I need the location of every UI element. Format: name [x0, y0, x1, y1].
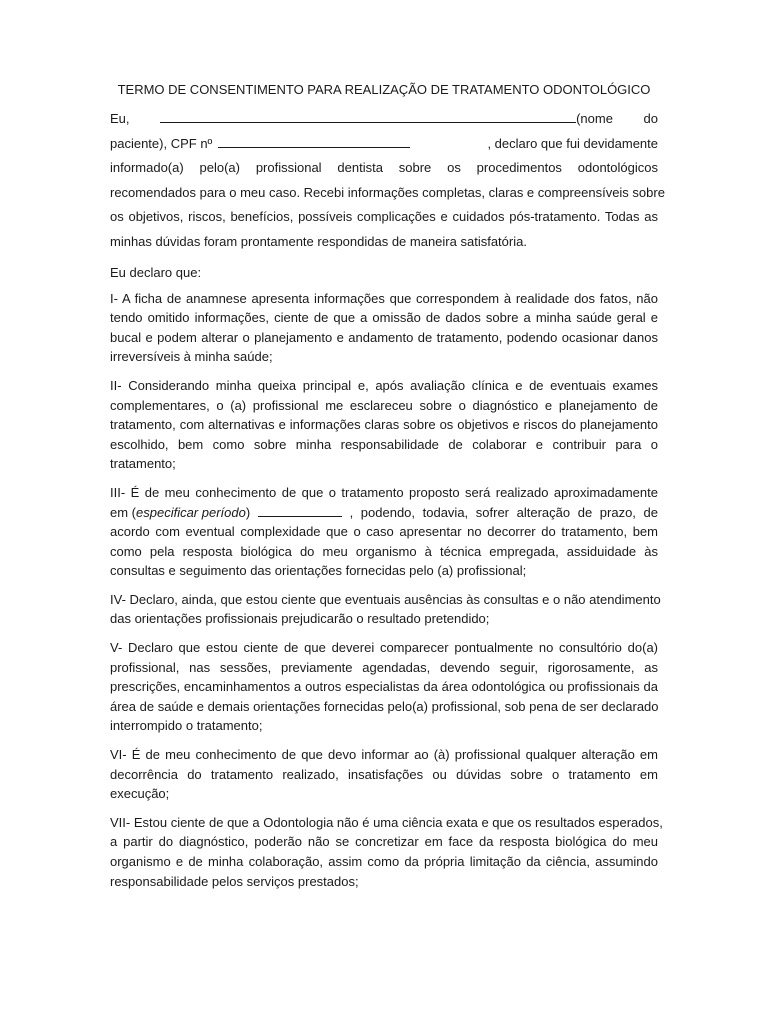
clause-6 — [110, 745, 658, 804]
intro-line-2 — [110, 132, 658, 157]
clause-6-line: execução; — [110, 786, 170, 802]
patient-name-blank — [160, 109, 576, 123]
clause-3-line: acordo com eventual complexidade que o caso apresentar no decorrer do tratamento, bem — [110, 524, 658, 540]
intro-eu: Eu, — [110, 111, 130, 126]
clause-7-line: organismo e de minha colaboração, assim como da própria limitação da ciência, assumindo — [110, 854, 658, 869]
intro-line-5: os objetivos, riscos, benefícios, possíveis complicações e cuidados pós-tratamento. Todas as — [110, 209, 658, 225]
clause-3-podendo: , podendo, todavia, sofrer alteração de prazo, de — [349, 504, 658, 520]
clause-6-line: VI- É de meu conhecimento de que devo informar ao (à) profissional qualquer alteração em — [110, 747, 658, 763]
intro-line-1 — [110, 107, 658, 132]
clause-2-line: II- Considerando minha queixa principal e, após avaliação clínica e de eventuais exames — [110, 377, 658, 393]
clause-3 — [110, 483, 658, 581]
clause-7-line: VII- Estou ciente de que a Odontologia não é uma ciência exata e que os resultados esperados, — [110, 814, 663, 830]
clause-7 — [110, 813, 663, 891]
clause-3-line: consultas e seguimento das orientações fornecidas pelo (a) profissional; — [110, 563, 527, 579]
clause-5-line: prescrições, encaminhamentos a outros especialistas da área odontológica ou profissionais da — [110, 679, 658, 695]
clause-2-line: tratamento, com alternativas e informações claras sobre os objetivos e riscos do planejamento — [110, 417, 658, 433]
clause-2-line: tratamento; — [110, 456, 176, 472]
clause-4 — [110, 590, 661, 629]
clause-3-close-paren: ) — [245, 504, 251, 520]
clause-3-line: como pela resposta biológica do meu organismo à técnica empregada, assiduidade às — [110, 543, 658, 559]
clause-2-line: escolhido, bem como sobre minha responsabilidade de colaborar e contribuir para o — [110, 436, 658, 452]
document-page — [110, 82, 665, 900]
clause-5-line: interrompido o tratamento; — [110, 718, 263, 734]
clause-5-line: V- Declaro que estou ciente de que deverei comparecer pontualmente no consultório do(a) — [110, 640, 658, 656]
period-blank — [258, 503, 342, 517]
document-title: TERMO DE CONSENTIMENTO PARA REALIZAÇÃO DE TRATAMENTO ODONTOLÓGICO — [117, 82, 651, 97]
intro-line-4: recomendados para o meu caso. Recebi informações completas, claras e compreensíveis sobre — [110, 184, 665, 200]
intro-nome: (nome — [576, 111, 613, 126]
intro-line-6: minhas dúvidas foram prontamente respondidas de maneira satisfatória. — [110, 233, 527, 249]
intro-line-3: informado(a) pelo(a) profissional dentista sobre os procedimentos odontológicos — [110, 160, 658, 176]
clause-4-line: IV- Declaro, ainda, que estou ciente que eventuais ausências às consultas e o não atendimento — [110, 591, 661, 607]
clause-1-line: bucal e podem alterar o planejamento e andamento de tratamento, podendo ocasionar danos — [110, 329, 658, 345]
clause-5-line: área de saúde e demais orientações fornecidas pelo(a) profissional, sob pena de ser declarado — [110, 698, 659, 714]
clause-1-line: tendo omitido informações, ciente de que a omissão de dados sobre a minha saúde geral e — [110, 310, 658, 326]
clause-5-line: profissional, nas sessões, previamente agendadas, devendo seguir, rigorosamente, as — [110, 659, 658, 675]
cpf-blank — [218, 134, 410, 148]
clause-3-em: em ( — [110, 504, 136, 520]
intro-cpf-label: paciente), CPF nº — [110, 135, 213, 151]
clause-2 — [110, 376, 658, 474]
intro-do: do — [643, 111, 658, 126]
clause-1-line: irreversíveis à minha saúde; — [110, 349, 273, 365]
declaration-heading: Eu declaro que: — [110, 264, 202, 280]
clause-1-line: I- A ficha de anamnese apresenta informações que correspondem à realidade dos fatos, não — [110, 290, 658, 306]
clause-3-period-hint: especificar período — [136, 504, 246, 520]
clause-4-line: das orientações profissionais prejudicarão o resultado pretendido; — [110, 611, 490, 627]
clause-3-line-period — [110, 503, 658, 523]
clause-6-line: decorrência do tratamento realizado, insatisfações ou dúvidas sobre o tratamento em — [110, 766, 658, 782]
clause-7-line: responsabilidade pelos serviços prestados; — [110, 873, 359, 889]
intro-declaro: , declaro que fui devidamente — [487, 135, 658, 151]
intro-paragraph — [110, 107, 665, 255]
clause-5 — [110, 638, 658, 736]
clause-2-line: complementares, o (a) profissional me esclareceu sobre o diagnóstico e planejamento de — [110, 397, 658, 413]
clause-7-line: a partir do diagnóstico, poderão não se concretizar em face da resposta biológica do meu — [110, 834, 658, 850]
clause-3-line: III- É de meu conhecimento de que o tratamento proposto será realizado aproximadamente — [110, 484, 658, 500]
clause-1 — [110, 289, 658, 367]
